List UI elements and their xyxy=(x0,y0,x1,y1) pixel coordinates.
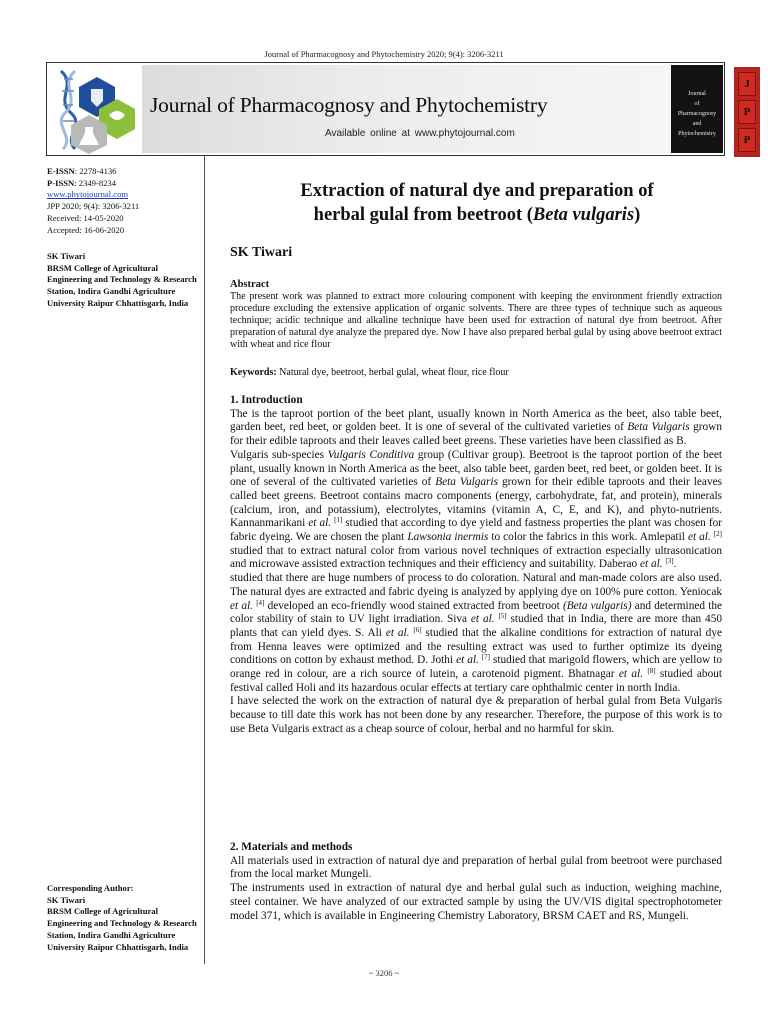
jpp-black-box xyxy=(671,65,723,153)
jpp-citation: JPP 2020; 9(4): 3206-3211 xyxy=(47,201,140,212)
eissn-label: E-ISSN xyxy=(47,166,75,176)
sidebar-corresponding-author xyxy=(47,883,202,953)
citation-ref: [4] xyxy=(256,598,265,607)
keywords-label: Keywords: xyxy=(230,367,277,378)
journal-banner xyxy=(46,62,751,156)
methods-section xyxy=(230,841,722,923)
sidebar-author-info xyxy=(47,251,202,310)
article-title-line1: Extraction of natural dye and preparation of xyxy=(300,181,654,201)
page-number: ~ 3206 ~ xyxy=(368,968,400,978)
introduction-section xyxy=(230,394,722,737)
jpp-column xyxy=(734,67,760,157)
jpp-box-line: Pharmacognosy xyxy=(677,111,717,117)
methods-heading: 2. Materials and methods xyxy=(230,841,353,853)
banner-title-area xyxy=(142,65,751,153)
sidebar-affiliation: BRSM College of Agricultural Engineering and Technology & Research Station, Indira Gandhi Agriculture University Raipur Chhattisgarh, India xyxy=(47,262,197,308)
abstract-text: The present work was planned to extract more colouring component with keeping the environment friendly extraction procedure excluding the extensive application of organic solvents. There are three types of technique such as aqueous technique; acidic technique and alkaline technique have been used for extraction of natural dye from beetroot. After preparation of natural dye analyze the prepared dye. Now I have also prepared herbal gulal by using above beetroot extract with wheat and rice flour xyxy=(230,291,722,350)
citation-ref: [7] xyxy=(481,653,490,662)
corresponding-affiliation: BRSM College of Agricultural Engineering and Technology & Research Station, Indira Gandhi Agriculture University Raipur Chhattisgarh, India xyxy=(47,906,197,952)
pissn-value: : 2349-8234 xyxy=(74,177,117,188)
intro-paragraph-3: studied that there are huge numbers of process to do coloration. Natural and man-made colors are also used. The natural dyes are extracted and fabric dyeing is analyzed by applying dye on 100% pure cotton. Yeniocak et al. [4] developed an eco-friendly wood stained extracted from beetroot (Beta vulgaris) and determined the color stability of stain to UV light irradiation. Siva et al. [5] studied that in India, there are more than 450 plants that can yield dyes. S. Ali et al. [6] studied that the alkaline conditions for extraction of natural dye from Henna leaves were optimized and the resulting extract was used to further optimize its dyeing conditions on cotton by exhaust method. D. Jothi et al. [7] studied that marigold flowers, which are yellow to orange red in colour, are a rich source of lutein, a carotenoid pigment. Bhatnagar et al. [8] studied about festival called Holi and its hazardous ocular effects at tertiary care ophthalmic center in north India. xyxy=(230,572,723,694)
corresponding-label: Corresponding Author: xyxy=(47,883,134,893)
citation-ref: [8] xyxy=(647,667,656,676)
jpp-letter-j: J xyxy=(738,72,756,96)
sidebar-journal-info xyxy=(47,166,202,236)
journal-title: Journal of Pharmacognosy and Phytochemistry xyxy=(150,93,548,117)
article-title-species: Beta vulgaris xyxy=(532,205,635,225)
jpp-box-line: Phytochemistry xyxy=(678,131,716,137)
article-title-line2-suffix: ) xyxy=(634,205,641,225)
journal-logo-icon xyxy=(47,63,139,154)
abstract-section xyxy=(230,279,722,351)
eissn-value: : 2278-4136 xyxy=(74,166,117,176)
journal-website-link[interactable]: www.phytojournal.com xyxy=(47,189,129,200)
available-online-text: Available online at www.phytojournal.com xyxy=(325,128,515,139)
article-author: SK Tiwari xyxy=(230,245,293,260)
article-title-line2-prefix: herbal gulal from beetroot ( xyxy=(313,205,533,225)
methods-paragraph-2: The instruments used in extraction of natural dye and herbal gulal such as induction, weighing machine, steel container. We have analyzed of our extracted sample by using the UV/VIS digital spectrophotometer model 371, which is available in Engineering Chemistry Laboratory, BRSM CAET and RS, Mungeli. xyxy=(230,882,722,922)
intro-paragraph-2: Vulgaris sub-species Vulgaris Conditiva group (Cultivar group). Beetroot is the taproot portion of the beet plant, usually known in North America as the beet, also table beet, garden beet, red beet, or golden beet. It is one of several of the cultivated varieties of Beta Vulgaris grown for their edible taproots and their leaves called beet greens. Beetroot contains macro components (energy, carbohydrate, fat, and protein), minerals (calcium, iron, and potassium), electrolytes, vitamins (vitamin A, C, E, and K), and phyto-nutrients. Kannanmarikani et al. [1] studied that according to dye yield and fastness properties the plant was chosen for fabric dyeing. We are chosen the plant Lawsonia inermis to color the fabrics in this work. Amlepatil et al. [2] studied that to extract natural color from various novel techniques of extraction especially ultrasonication and microwave assisted extraction techniques and their efficiency and suitability. Daberao et al. [3]. xyxy=(230,448,723,571)
corresponding-name: SK Tiwari xyxy=(47,894,86,905)
jpp-box-line: and xyxy=(692,121,702,127)
methods-paragraph-1: All materials used in extraction of natural dye and preparation of herbal gulal from beetroot were purchased from the local market Mungeli. xyxy=(230,854,722,881)
citation-ref: [1] xyxy=(334,516,343,525)
received-date: Received: 14-05-2020 xyxy=(47,212,124,223)
article-title xyxy=(212,179,742,227)
jpp-box-line: of xyxy=(694,101,700,107)
jpp-letter-p2: P xyxy=(738,128,756,152)
sidebar-author-name: SK Tiwari xyxy=(47,251,86,261)
pissn-label: P-ISSN xyxy=(47,177,75,188)
citation-ref: [5] xyxy=(498,612,507,621)
accepted-date: Accepted: 16-06-2020 xyxy=(47,224,125,235)
keywords-section xyxy=(230,367,722,379)
citation-ref: [3] xyxy=(665,557,674,566)
intro-paragraph-4: I have selected the work on the extraction of natural dye & preparation of herbal gulal from Beta Vulgaris because to till date this work has not been done by any researcher. Therefore, the purpose of this work is to use Beta Vulgaris extract as a cheap source of colour, herbal and no harmful for skin. xyxy=(230,695,722,735)
citation-ref: [6] xyxy=(413,625,422,634)
introduction-heading: 1. Introduction xyxy=(230,394,303,406)
column-divider xyxy=(204,156,205,964)
running-head: Journal of Pharmacognosy and Phytochemistry 2020; 9(4): 3206-3211 xyxy=(264,49,504,59)
abstract-heading: Abstract xyxy=(230,279,270,290)
jpp-box-line: Journal xyxy=(688,91,706,97)
jpp-letter-p1: P xyxy=(738,100,756,124)
keywords-text: Natural dye, beetroot, herbal gulal, wheat flour, rice flour xyxy=(276,367,509,378)
intro-paragraph-1: The is the taproot portion of the beet plant, usually known in North America as the beet, also table beet, garden beet, red beet, or golden beet. It is one of several of the cultivated varieties of Beta Vulgaris grown for their edible taproots and their leaves called beet greens. These varieties have been classified as B. xyxy=(230,407,722,448)
citation-ref: [2] xyxy=(713,530,723,539)
